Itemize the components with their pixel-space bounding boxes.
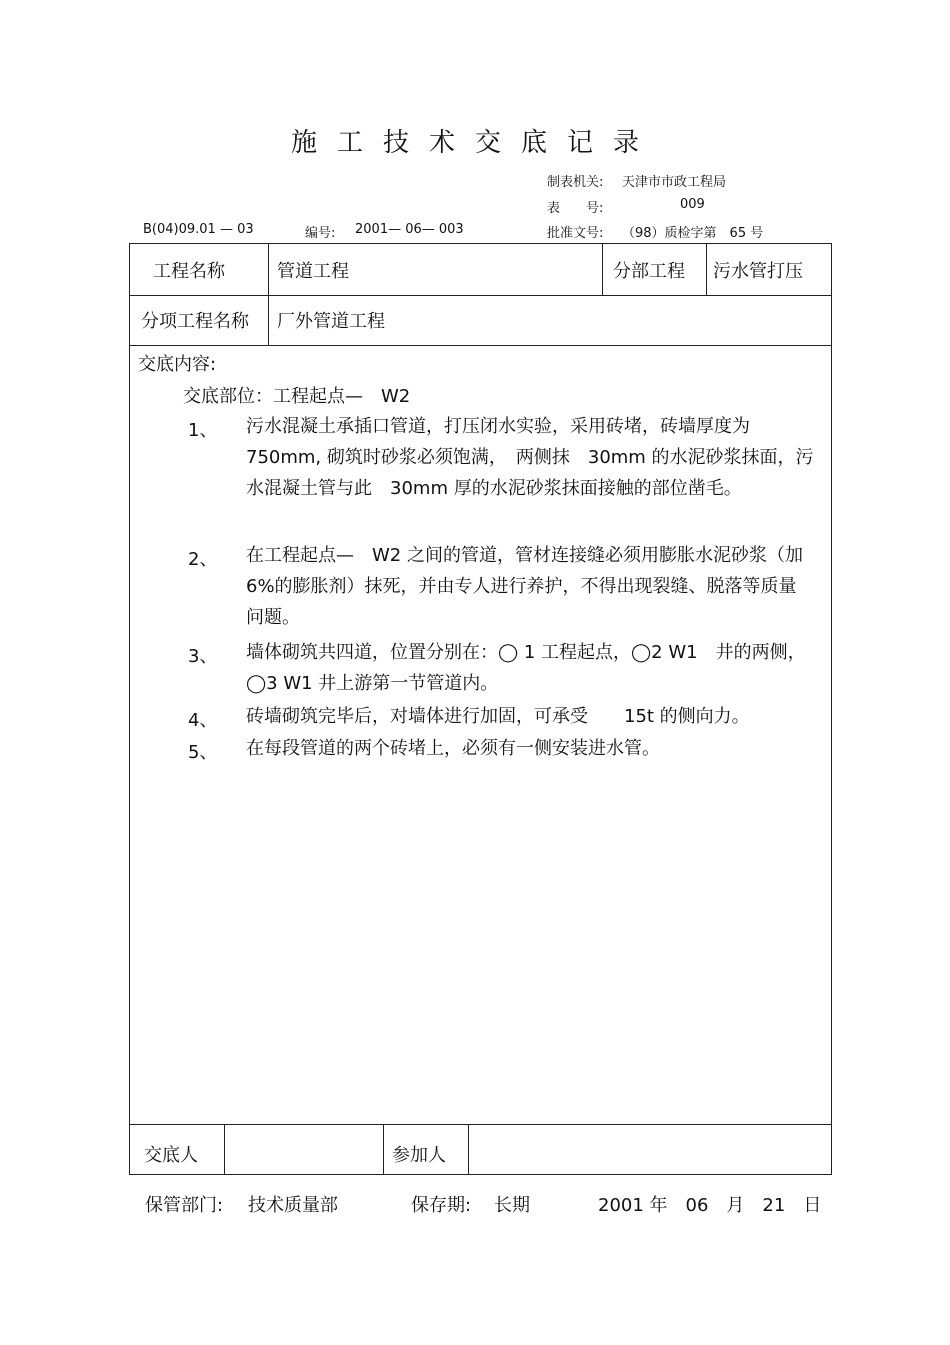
item-number: 5、 <box>188 742 218 763</box>
col-divider <box>268 243 269 346</box>
content-label: 交底内容: <box>138 354 217 375</box>
item-number: 4、 <box>188 710 218 731</box>
row-divider <box>129 295 832 296</box>
item-text: 在工程起点— W2 之间的管道，管材连接缝必须用膨胀水泥砂浆（加 6%的膨胀剂）抹死，并由专人进行养护，不得出现裂缝、脱落等质量问题。 <box>246 545 821 628</box>
division-value: 污水管打压 <box>713 261 803 282</box>
project-name-label: 工程名称 <box>153 261 225 282</box>
project-name-value: 管道工程 <box>277 261 349 282</box>
item-number: 3、 <box>188 646 218 667</box>
form-value: 009 <box>680 197 705 212</box>
form-code: B(04)09.01 — 03 <box>143 222 254 237</box>
col-divider <box>383 1124 384 1175</box>
issuer-value: 天津市市政工程局 <box>622 175 727 190</box>
number-label: 编号: <box>305 226 336 241</box>
approval-value: （98）质检字第 65 号 <box>622 226 764 241</box>
approval-label: 批准文号: <box>547 226 604 241</box>
number-value: 2001— 06— 003 <box>355 222 464 237</box>
item-text: 在每段管道的两个砖堵上，必须有一侧安装进水管。 <box>246 738 660 759</box>
division-label: 分部工程 <box>613 261 685 282</box>
dept-label: 保管部门: <box>145 1195 224 1216</box>
row-divider <box>129 1124 832 1125</box>
item-number: 2、 <box>188 549 218 570</box>
period-label: 保存期: <box>411 1195 472 1216</box>
participant-label: 参加人 <box>392 1145 446 1166</box>
col-divider <box>706 243 707 295</box>
item-text: 砖墙砌筑完毕后，对墙体进行加固，可承受 15t 的侧向力。 <box>246 706 750 727</box>
col-divider <box>602 243 603 295</box>
period-value: 长期 <box>494 1195 530 1216</box>
form-label: 表 号: <box>547 201 604 216</box>
issuer-label: 制表机关: <box>547 175 604 190</box>
location-line: 交底部位：工程起点— W2 <box>183 386 411 407</box>
item-text: 墙体砌筑共四道，位置分别在：◯ 1 工程起点，◯2 W1 井的两侧，◯3 W1 井上游第一节管道内。 <box>246 642 806 694</box>
col-divider <box>468 1124 469 1175</box>
item-text: 污水混凝土承插口管道，打压闭水实验，采用砖堵，砖墙厚度为 750mm, 砌筑时砂浆必须饱满， 两侧抹 30mm 的水泥砂浆抹面，污水混凝土管与此 30mm 厚的水泥砂浆抹面接触的部位凿毛。 <box>246 416 814 499</box>
subitem-value: 厂外管道工程 <box>277 311 385 332</box>
col-divider <box>224 1124 225 1175</box>
dept-value: 技术质量部 <box>248 1195 338 1216</box>
record-date: 2001 年 06 月 21 日 <box>598 1195 822 1216</box>
document-title: 施工技术交底记录 <box>290 128 659 158</box>
item-number: 1、 <box>188 420 218 441</box>
row-divider <box>129 345 832 346</box>
presenter-label: 交底人 <box>144 1145 198 1166</box>
subitem-label: 分项工程名称 <box>141 311 249 332</box>
